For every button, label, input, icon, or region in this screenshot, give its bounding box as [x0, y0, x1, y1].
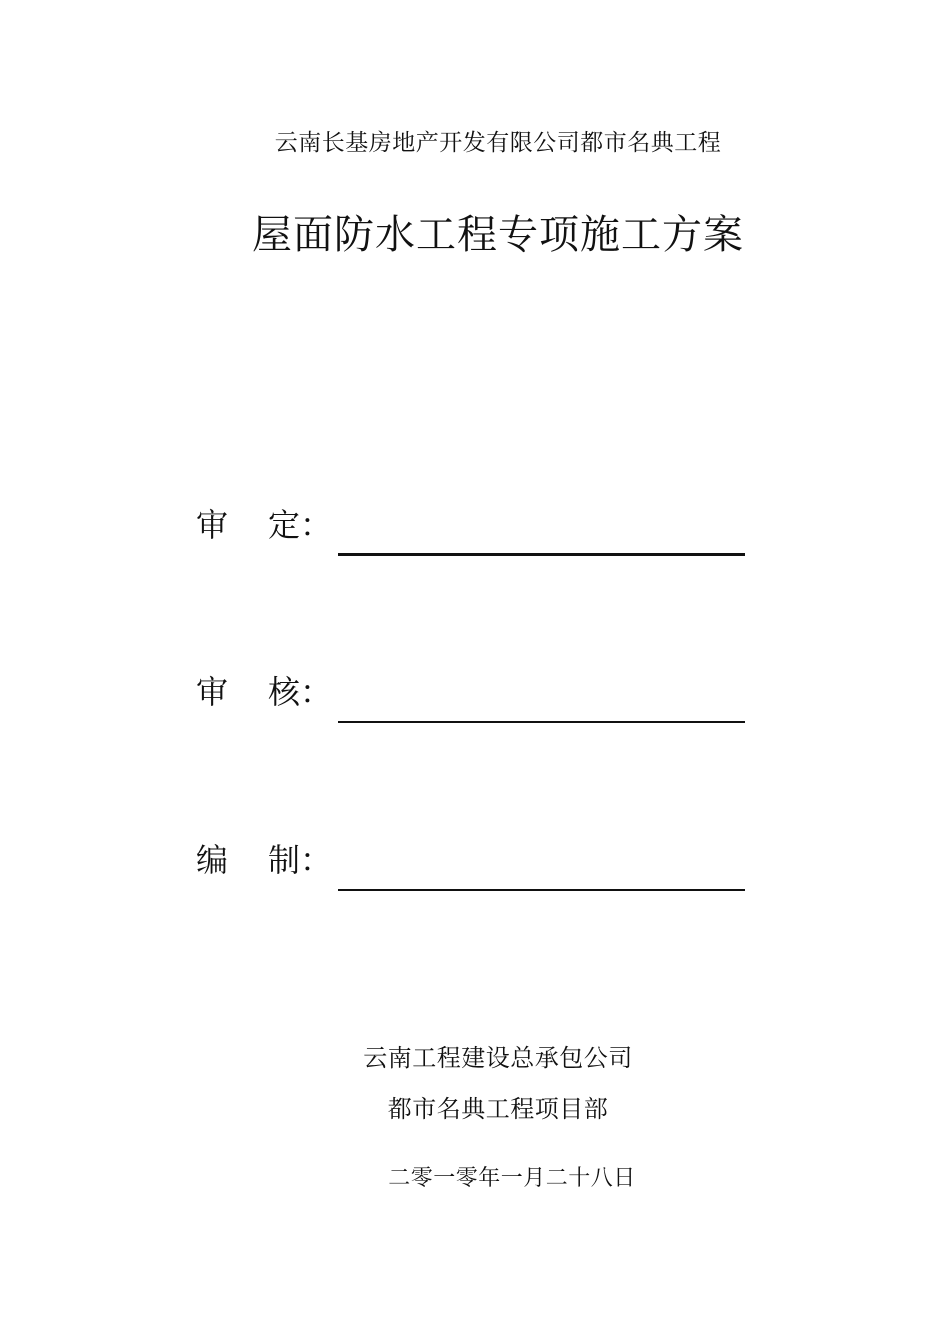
approver-signature-line[interactable] [338, 553, 745, 556]
approver-label [196, 505, 332, 545]
approver-label-char1: 审 [196, 506, 229, 544]
project-name: 云南长基房地产开发有限公司都市名典工程 [274, 130, 722, 156]
document-title: 屋面防水工程专项施工方案 [252, 212, 744, 258]
department-name: 都市名典工程项目部 [387, 1095, 609, 1123]
document-date: 二零一零年一月二十八日 [388, 1166, 636, 1191]
company-name: 云南工程建设总承包公司 [363, 1044, 633, 1072]
author-label-char1: 编 [196, 841, 229, 879]
author-label-char2: 制： [268, 841, 333, 879]
author-signature-line[interactable] [338, 889, 745, 891]
author-label [196, 840, 332, 880]
reviewer-label-char1: 审 [196, 673, 229, 711]
reviewer-signature-line[interactable] [338, 721, 745, 723]
approver-label-char2: 定： [268, 506, 333, 544]
reviewer-label-char2: 核： [268, 673, 333, 711]
reviewer-label [196, 672, 332, 712]
